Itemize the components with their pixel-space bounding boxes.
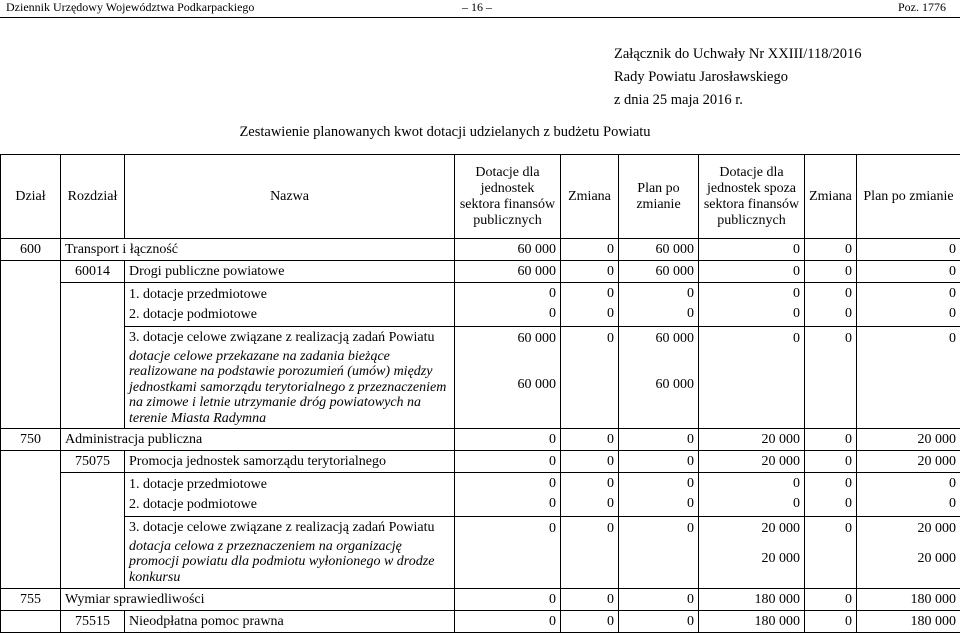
value-cell: 0: [455, 517, 561, 539]
table-row: [1, 327, 960, 349]
value-cell: 60 000: [455, 261, 561, 283]
col-zmiana-2: Zmiana: [805, 155, 857, 239]
value-cell: [561, 539, 619, 589]
value-cell: [805, 349, 857, 429]
value-cell: 0: [561, 327, 619, 349]
grants-table: [0, 154, 960, 633]
page-number: – 16 –: [462, 0, 492, 15]
value-cell: 0: [561, 611, 619, 633]
value-cell: 0: [699, 239, 805, 261]
value-cell: 0 0: [561, 473, 619, 517]
value-cell: 20 000: [857, 451, 960, 473]
row-description: dotacje celowe przekazane na zadania bieżące realizowane na podstawie porozumień (umów) między jednostkami samorządu terytorialnego z przeznaczeniem na zimowe i letnie utrzymanie dróg powiatowych na terenie Miasta Radymna: [125, 349, 455, 429]
dzial-blank: [1, 261, 61, 429]
value-cell: 20 000: [699, 539, 805, 589]
value-cell: 180 000: [857, 611, 960, 633]
value-cell: 0 0: [699, 283, 805, 327]
table-row: [1, 611, 960, 633]
col-rozdzial: Rozdział: [61, 155, 125, 239]
dzial-code: 755: [1, 589, 61, 611]
value-cell: 60 000: [619, 239, 699, 261]
value-cell: 0 0: [805, 473, 857, 517]
row-name: Wymiar sprawiedliwości: [61, 589, 455, 611]
value-cell: [857, 349, 960, 429]
value-cell: 0: [805, 327, 857, 349]
value-cell: 0: [619, 589, 699, 611]
value-cell: 0: [561, 451, 619, 473]
value-cell: 60 000: [455, 239, 561, 261]
dzial-code: 600: [1, 239, 61, 261]
item-przedmiotowe: 1. dotacje przedmiotowe: [129, 475, 450, 495]
value-cell: [619, 539, 699, 589]
value-cell: [455, 539, 561, 589]
dzial-blank: [1, 451, 61, 589]
value-cell: 20 000: [699, 451, 805, 473]
rozdzial-blank: [61, 473, 125, 589]
table-row: [1, 451, 960, 473]
row-name: Drogi publiczne powiatowe: [125, 261, 455, 283]
value-cell: 0: [455, 611, 561, 633]
value-cell: [699, 349, 805, 429]
value-cell: 20 000: [857, 517, 960, 539]
value-cell: 0: [805, 589, 857, 611]
row-name: 3. dotacje celowe związane z realizacją zadań Powiatu: [125, 327, 455, 349]
value-cell: [561, 349, 619, 429]
value-cell: 0 0: [455, 473, 561, 517]
page-header: [0, 0, 960, 18]
value-cell: 0 0: [455, 283, 561, 327]
item-podmiotowe: 2. dotacje podmiotowe: [129, 495, 450, 515]
col-plan-1: Plan po zmianie: [619, 155, 699, 239]
col-dotacje-sektor: Dotacje dla jednostek sektora finansów publicznych: [455, 155, 561, 239]
value-cell: 180 000: [699, 589, 805, 611]
table-header-row: [1, 155, 960, 239]
row-name: [125, 473, 455, 517]
value-cell: 0 0: [561, 283, 619, 327]
value-cell: 60 000: [455, 327, 561, 349]
dzial-code: 750: [1, 429, 61, 451]
journal-name: Dziennik Urzędowy Województwa Podkarpackiego: [6, 0, 254, 15]
dzial-blank: [1, 611, 61, 633]
value-cell: 180 000: [857, 589, 960, 611]
value-cell: 0 0: [857, 473, 960, 517]
table-row: [1, 239, 960, 261]
value-cell: 0: [561, 261, 619, 283]
row-name: Transport i łączność: [61, 239, 455, 261]
value-cell: 20 000: [857, 429, 960, 451]
value-cell: 0: [699, 261, 805, 283]
value-cell: 0 0: [805, 283, 857, 327]
value-cell: 0: [805, 451, 857, 473]
value-cell: 0: [805, 261, 857, 283]
value-cell: 0: [805, 239, 857, 261]
value-cell: 20 000: [699, 517, 805, 539]
document-title: Zestawienie planowanych kwot dotacji udzielanych z budżetu Powiatu: [0, 124, 890, 141]
value-cell: 0: [857, 261, 960, 283]
value-cell: 0: [857, 327, 960, 349]
row-name: 3. dotacje celowe związane z realizacją zadań Powiatu: [125, 517, 455, 539]
col-dzial: Dział: [1, 155, 61, 239]
value-cell: [805, 539, 857, 589]
value-cell: 0: [619, 611, 699, 633]
col-nazwa: Nazwa: [125, 155, 455, 239]
value-cell: 0: [857, 239, 960, 261]
row-name: Administracja publiczna: [61, 429, 455, 451]
value-cell: 0: [561, 517, 619, 539]
value-cell: 0: [619, 429, 699, 451]
col-dotacje-spoza: Dotacje dla jednostek spoza sektora finansów publicznych: [699, 155, 805, 239]
value-cell: 0: [455, 429, 561, 451]
value-cell: 0 0: [857, 283, 960, 327]
value-cell: 60 000: [455, 349, 561, 429]
value-cell: 0: [455, 589, 561, 611]
row-name: Promocja jednostek samorządu terytorialnego: [125, 451, 455, 473]
value-cell: 0 0: [619, 283, 699, 327]
value-cell: 0: [805, 429, 857, 451]
position-number: Poz. 1776: [898, 0, 946, 15]
value-cell: 0: [805, 611, 857, 633]
value-cell: 0 0: [699, 473, 805, 517]
value-cell: 0: [455, 451, 561, 473]
table-row: [1, 473, 960, 517]
item-przedmiotowe: 1. dotacje przedmiotowe: [129, 285, 450, 305]
value-cell: 0: [561, 589, 619, 611]
value-cell: 0: [805, 517, 857, 539]
table-row: [1, 349, 960, 429]
value-cell: 60 000: [619, 261, 699, 283]
rozdzial-code: 75515: [61, 611, 125, 633]
value-cell: 0: [619, 451, 699, 473]
col-plan-2: Plan po zmianie: [857, 155, 960, 239]
row-name: Nieodpłatna pomoc prawna: [125, 611, 455, 633]
attachment-line-1: Załącznik do Uchwały Nr XXIII/118/2016: [614, 46, 862, 63]
col-zmiana-1: Zmiana: [561, 155, 619, 239]
table-row: [1, 539, 960, 589]
item-podmiotowe: 2. dotacje podmiotowe: [129, 305, 450, 325]
value-cell: 0: [561, 429, 619, 451]
row-name: [125, 283, 455, 327]
row-description: dotacja celowa z przeznaczeniem na organizację promocji powiatu dla podmiotu wyłonionego w drodze konkursu: [125, 539, 455, 589]
value-cell: 0 0: [619, 473, 699, 517]
attachment-line-3: z dnia 25 maja 2016 r.: [614, 92, 743, 109]
attachment-line-2: Rady Powiatu Jarosławskiego: [614, 69, 788, 86]
value-cell: 60 000: [619, 327, 699, 349]
value-cell: 0: [619, 517, 699, 539]
value-cell: 20 000: [857, 539, 960, 589]
table-row: [1, 517, 960, 539]
table-row: [1, 589, 960, 611]
rozdzial-code: 75075: [61, 451, 125, 473]
table-row: [1, 261, 960, 283]
value-cell: 0: [561, 239, 619, 261]
value-cell: 20 000: [699, 429, 805, 451]
rozdzial-blank: [61, 283, 125, 429]
rozdzial-code: 60014: [61, 261, 125, 283]
value-cell: 180 000: [699, 611, 805, 633]
value-cell: 60 000: [619, 349, 699, 429]
table-row: [1, 429, 960, 451]
table-row: [1, 283, 960, 327]
value-cell: 0: [699, 327, 805, 349]
